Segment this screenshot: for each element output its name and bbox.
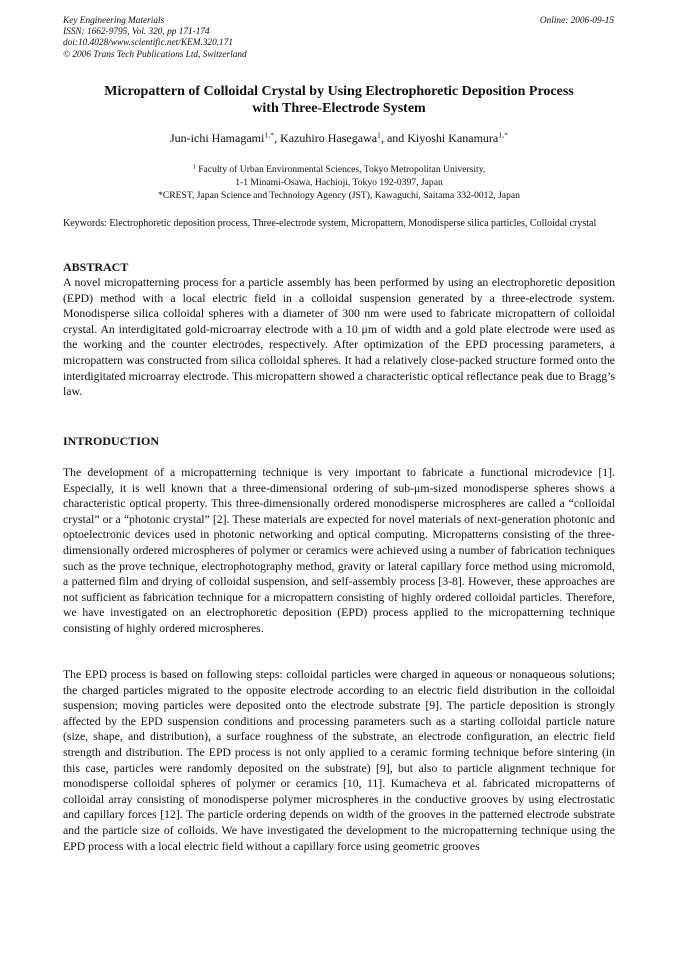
journal-issn: ISSN: 1662-9795, Vol. 320, pp 171-174 bbox=[63, 27, 210, 38]
online-date: Online: 2006-09-15 bbox=[539, 16, 614, 26]
author-separator: , and bbox=[380, 131, 408, 145]
keywords: Keywords: Electrophoretic deposition process, Three-electrode system, Micropattern, Monodisperse silica particles, Colloidal crystal bbox=[63, 218, 597, 229]
author-name: Kiyoshi Kanamura bbox=[407, 131, 499, 145]
paper-title bbox=[63, 83, 615, 117]
introduction-paragraph-1: The development of a micropatterning technique is very important to fabricate a functional microdevice [1]. Especially, it is well known that a three-dimensional ordering of sub-μm-sized monodisperse spheres shows a characteristic optical property. This three-dimensionally ordered monodisperse microspheres are called a “colloidal crystal” or a “photonic crystal” [2]. These materials are expected for novel materials of next-generation photonic and optoelectronic devices used in photonic networking and optical computing. Micropatterns consisting of the three-dimensionally ordered microspheres of polymer or ceramics were achieved using a number of fabrication techniques such as the prove technique, electrophotography method, gravity or lateral capillary force method using micromold, a patterned film and drying of colloidal suspension, and self-assembly process [3-8]. However, these approaches are not sufficient as fabrication technique for a micropattern consisting of highly ordered colloidal particles. Therefore, we have investigated on an electrophoretic deposition (EPD) process applied to the micropatterning technique consisting of highly ordered microspheres. bbox=[63, 466, 615, 635]
abstract-heading: ABSTRACT bbox=[63, 260, 129, 274]
paper-title-line-1: Micropattern of Colloidal Crystal by Using Electrophoretic Deposition Process bbox=[104, 84, 574, 99]
journal-name: Key Engineering Materials bbox=[63, 16, 165, 26]
author-affiliation-mark: 1 bbox=[377, 130, 381, 140]
paper-title-line-2: with Three-Electrode System bbox=[252, 101, 426, 116]
affiliation-1-line-1: Faculty of Urban Environmental Sciences, Tokyo Metropolitan University, bbox=[195, 164, 486, 175]
journal-copyright: © 2006 Trans Tech Publications Ltd, Switzerland bbox=[63, 49, 247, 60]
author-affiliation-mark: 1,* bbox=[498, 130, 508, 140]
abstract-text: A novel micropatterning process for a particle assembly has been performed by using an electrophoretic deposition (EPD) method with a local electric field in a colloidal suspension generated by a three-electrode system. Monodisperse silica colloidal spheres with a diameter of 300 nm were used to fabricate micropattern of colloidal crystal. An interdigitated gold-microarray electrode with a 10 μm of width and a gold plate electrode were used as the working and the counter electrodes, respectively. After optimization of the EPD processing parameters, a micropattern was constructed from silica colloidal spheres. It had a relatively close-packed structure formed onto the interdigitated microarray electrode. This micropattern showed a characteristic optical reflectance peak due to Bragg’s law. bbox=[63, 276, 615, 399]
affiliation-mark: 1 bbox=[192, 163, 196, 171]
author-name: Kazuhiro Hasegawa bbox=[280, 131, 378, 145]
affiliation-1-line-2: 1-1 Minami-Osawa, Hachioji, Tokyo 192-0397, Japan bbox=[235, 177, 443, 188]
affiliation-block bbox=[63, 163, 615, 202]
author-name: Jun-ichi Hamagami bbox=[170, 131, 265, 145]
introduction-paragraph-2: The EPD process is based on following steps: colloidal particles were charged in aqueous or nonaqueous solutions; the charged particles migrated to the opposite electrode according to an electric field distribution in the colloidal suspension; moving particles were deposited onto the electrode substrate [9]. The particle deposition is strongly affected by the EPD suspension conditions and processing parameters such as a starting colloidal particle nature (size, shape, and distribution), a surface roughness of the substrate, an electrode configuration, an electric field strength and distribution. The EPD process is not only applied to a ceramic forming technique before sintering (in this case, particles were randomly deposited on the substrate) [9], but also to particle alignment technique for monodisperse colloidal spheres of polymer or ceramics [10, 11]. Kumacheva et al. fabricated micropatterns of colloidal array consisting of monodisperse polymer microspheres in the conductive grooves by using electrostatic and capillary forces [12]. The particle ordering depends on width of the grooves in the patterned electrode substrate and the particle size of colloids. We have investigated the development to the micropatterning technique using the EPD process with a local electric field without a capillary force using geometric grooves bbox=[63, 668, 615, 853]
introduction-heading: INTRODUCTION bbox=[63, 434, 160, 448]
author-list bbox=[63, 131, 615, 145]
journal-header bbox=[63, 16, 247, 61]
author-affiliation-mark: 1,* bbox=[264, 130, 275, 140]
affiliation-1 bbox=[63, 163, 615, 176]
journal-doi[interactable]: doi:10.4028/www.scientific.net/KEM.320.171 bbox=[63, 38, 233, 49]
affiliation-2: *CREST, Japan Science and Technology Agency (JST), Kawaguchi, Saitama 332-0012, Japan bbox=[158, 190, 520, 201]
author-separator: , bbox=[274, 131, 281, 145]
